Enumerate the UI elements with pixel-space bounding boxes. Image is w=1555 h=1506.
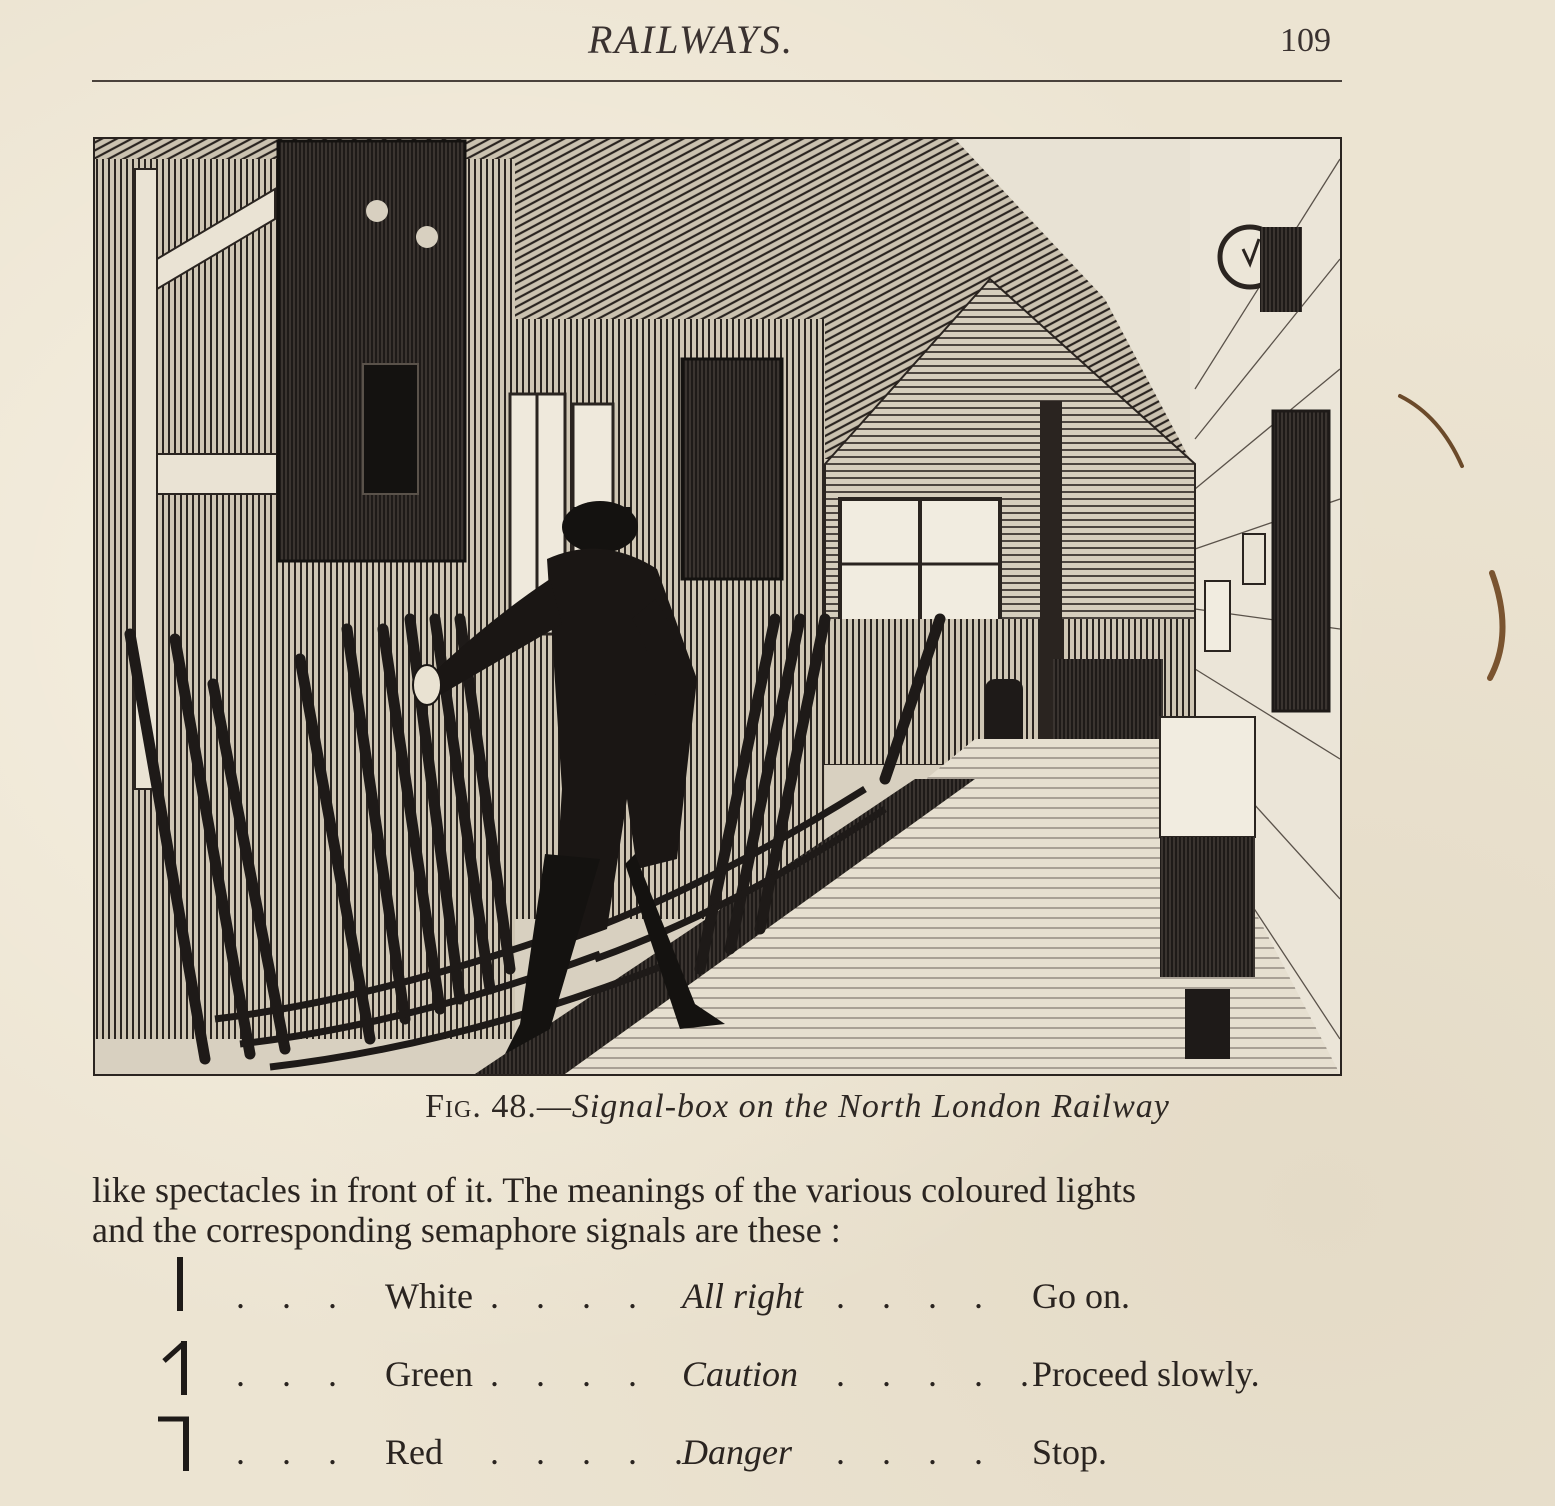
leader-dots: . . . bbox=[236, 1354, 351, 1394]
leader-dots: . . . . bbox=[490, 1354, 651, 1394]
signal-action: Go on. bbox=[1032, 1276, 1130, 1316]
figure-title: Signal-box on the North London Railway bbox=[571, 1088, 1170, 1125]
page-number: 109 bbox=[1280, 22, 1331, 59]
leader-dots: . . . . . bbox=[490, 1432, 697, 1472]
body-line-2: and the corresponding semaphore signals are these : bbox=[92, 1210, 841, 1250]
body-paragraph bbox=[92, 1170, 1362, 1250]
leader-dots: . . . bbox=[236, 1276, 351, 1316]
signal-row-white bbox=[0, 1255, 1555, 1325]
signal-meaning: Caution bbox=[682, 1354, 799, 1394]
header-rule bbox=[92, 80, 1342, 82]
signal-row-red bbox=[0, 1411, 1555, 1481]
running-title: RAILWAYS. bbox=[588, 17, 794, 62]
semaphore-inclined-icon bbox=[150, 1333, 210, 1403]
signal-meanings-table bbox=[0, 1255, 1555, 1495]
signal-meaning: Danger bbox=[682, 1432, 792, 1472]
signal-colour: Green bbox=[385, 1354, 473, 1394]
signal-action: Stop. bbox=[1032, 1432, 1108, 1472]
engraving-illustration bbox=[95, 139, 1340, 1074]
leader-dots: . . . . . bbox=[836, 1354, 1043, 1394]
signal-colour: Red bbox=[385, 1432, 443, 1472]
signal-row-green bbox=[0, 1333, 1555, 1403]
signal-meaning: All right bbox=[682, 1276, 804, 1316]
leader-dots: . . . . bbox=[490, 1276, 651, 1316]
semaphore-horizontal-icon bbox=[150, 1411, 210, 1481]
figure-caption bbox=[0, 1088, 1555, 1126]
signal-action: Proceed slowly. bbox=[1032, 1354, 1260, 1394]
running-header bbox=[0, 14, 1555, 74]
body-line-1: like spectacles in front of it. The meanings of the various coloured lights bbox=[92, 1170, 1137, 1210]
figure-label: Fig. 48.— bbox=[425, 1088, 572, 1125]
leader-dots: . . . . bbox=[836, 1276, 997, 1316]
semaphore-vertical-icon bbox=[150, 1255, 210, 1325]
signal-colour: White bbox=[385, 1276, 473, 1316]
signal-box-engraving bbox=[93, 137, 1342, 1076]
paper-stain-mark bbox=[1392, 388, 1522, 688]
leader-dots: . . . bbox=[236, 1432, 351, 1472]
leader-dots: . . . . bbox=[836, 1432, 997, 1472]
